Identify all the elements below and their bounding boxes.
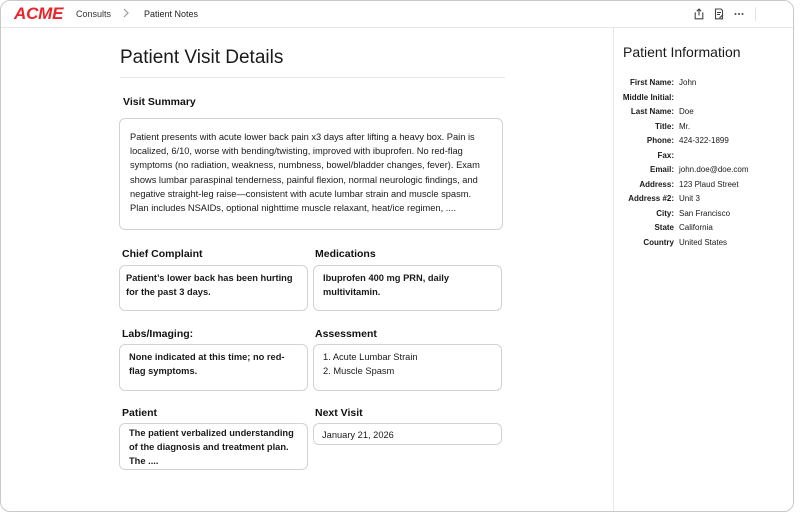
- assessment-item: 2. Muscle Spasm: [323, 366, 395, 377]
- info-label: State: [654, 223, 674, 233]
- info-label: Phone:: [646, 136, 674, 146]
- acme-logo[interactable]: ACME: [14, 4, 64, 23]
- info-label: Last Name:: [630, 107, 674, 117]
- patient-field[interactable]: [119, 423, 308, 470]
- info-row-email: [614, 165, 794, 180]
- next-visit-date-value: January 21, 2026: [322, 430, 394, 440]
- more-icon[interactable]: [733, 8, 745, 20]
- patient-label: Patient: [122, 407, 158, 419]
- medications-field[interactable]: [313, 265, 502, 311]
- patient-information-panel: [613, 28, 794, 512]
- info-row-address-2: [614, 194, 794, 209]
- info-value: 424-322-1899: [679, 136, 729, 146]
- info-value: California: [679, 223, 713, 233]
- info-value: Doe: [679, 107, 694, 117]
- assessment-item: 1. Acute Lumbar Strain: [323, 352, 418, 362]
- info-label: Address #2:: [628, 194, 674, 204]
- info-value: 123 Plaud Street: [679, 179, 739, 189]
- info-row-first-name: [614, 78, 794, 93]
- patient-information-list: [614, 78, 794, 253]
- patient-text: The patient verbalized understanding of the diagnosis and treatment plan. The ....: [129, 428, 294, 467]
- assessment-field[interactable]: [313, 344, 502, 391]
- patient-information-title: Patient Information: [623, 44, 741, 60]
- info-row-fax: [614, 151, 794, 166]
- info-value: john.doe@doe.com: [679, 165, 749, 175]
- labs-imaging-label: Labs/Imaging:: [122, 328, 194, 340]
- info-label: Fax:: [657, 150, 674, 160]
- breadcrumb-patient-notes: Patient Notes: [144, 9, 199, 19]
- chief-complaint-label: Chief Complaint: [122, 248, 203, 260]
- info-value: San Francisco: [679, 208, 731, 218]
- labs-imaging-text: None indicated at this time; no red-flag symptoms.: [129, 352, 285, 377]
- info-row-middle-initial: [614, 93, 794, 108]
- info-label: City:: [656, 208, 674, 218]
- info-label: Country: [643, 238, 674, 248]
- next-visit-label: Next Visit: [315, 407, 363, 419]
- info-row-phone: [614, 136, 794, 151]
- info-label: Address:: [639, 179, 674, 189]
- info-label: Middle Initial:: [622, 92, 674, 102]
- chevron-right-icon: [122, 7, 130, 22]
- share-icon[interactable]: [693, 8, 705, 20]
- info-row-state: [614, 223, 794, 238]
- assessment-label: Assessment: [315, 328, 377, 340]
- chief-complaint-text: Patient’s lower back has been hurting for the past 3 days.: [126, 273, 293, 298]
- labs-imaging-field[interactable]: [119, 344, 308, 391]
- top-bar: [1, 1, 793, 28]
- chief-complaint-field[interactable]: [119, 265, 308, 311]
- info-row-country: [614, 238, 794, 253]
- info-row-city: [614, 209, 794, 224]
- info-label: First Name:: [629, 78, 674, 87]
- medications-text: Ibuprofen 400 mg PRN, daily multivitamin.: [323, 273, 450, 298]
- page-title: Patient Visit Details: [120, 47, 284, 68]
- title-divider: [120, 77, 505, 78]
- info-value: United States: [679, 238, 728, 248]
- visit-summary-label: Visit Summary: [123, 96, 196, 108]
- info-value: Unit 3: [679, 194, 700, 204]
- info-label: Title:: [655, 121, 674, 131]
- info-label: Email:: [649, 165, 674, 175]
- visit-summary-field[interactable]: [119, 118, 503, 230]
- breadcrumb-consults[interactable]: Consults: [76, 9, 112, 19]
- visit-summary-text: Patient presents with acute lower back pain x3 days after lifting a heavy box. Pain is localized, 6/10, worse with bending/twisting, improved with ibuprofen. No red-flag symptoms (no radiation, weakness, numbness, bowel/bladder changes, fever). Exam shows lumbar paraspinal tenderness, painful flexion, normal neurologic findings, and negative straight-leg raise—consistent with acute lumbar strain and muscle spasm.: [130, 132, 480, 199]
- visit-summary-plan-text: Plan includes NSAIDs, optional nighttime muscle relaxant, heat/ice regimen, ....: [130, 203, 457, 214]
- info-row-last-name: [614, 107, 794, 122]
- medications-label: Medications: [315, 248, 376, 260]
- info-value: John: [679, 78, 697, 87]
- document-edit-icon[interactable]: [713, 8, 725, 20]
- toolbar-divider: [755, 7, 756, 21]
- info-value: Mr.: [679, 121, 691, 131]
- info-row-title: [614, 122, 794, 137]
- info-row-address: [614, 180, 794, 195]
- next-visit-date-field[interactable]: [313, 423, 502, 445]
